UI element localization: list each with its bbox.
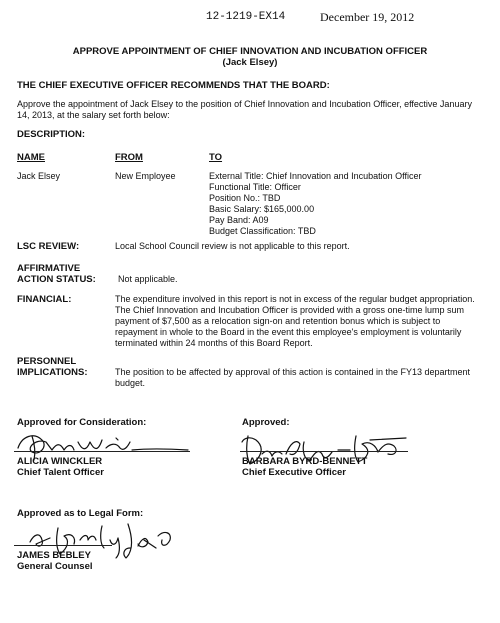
document-date: December 19, 2012: [320, 10, 415, 24]
financial-line: terminated within 24 months of this Board Report.: [115, 338, 313, 348]
legal-title: General Counsel: [17, 561, 93, 572]
personnel-line: budget.: [115, 378, 146, 388]
consideration-title: Chief Talent Officer: [17, 467, 104, 478]
personnel-label-2: IMPLICATIONS:: [17, 367, 88, 378]
financial-line: The expenditure involved in this report is not in excess of the regular budget appropriation.: [115, 294, 475, 304]
approved-title: Chief Executive Officer: [242, 467, 347, 478]
column-header-from: FROM: [115, 152, 143, 163]
affirmative-text: Not applicable.: [118, 274, 178, 284]
consideration-label: Approved for Consideration:: [17, 417, 147, 428]
financial-line: The Chief Innovation and Incubation Officer is provided with a gross one-time lump sum: [115, 305, 465, 315]
personnel-label-1: PERSONNEL: [17, 356, 77, 367]
approved-name: BARBARA BYRD-BENNETT: [242, 456, 368, 467]
to-details: [209, 171, 421, 237]
to-line: External Title: Chief Innovation and Incubation Officer: [209, 171, 422, 181]
financial-line: payment of $7,500 as a relocation sign-on and retention bonus which is subject to: [115, 316, 441, 326]
to-line: Functional Title: Officer: [209, 182, 301, 192]
intro-line-2: 14, 2013, at the salary set forth below:: [17, 110, 170, 120]
approved-signature-line: [240, 451, 408, 452]
recommendation-heading: THE CHIEF EXECUTIVE OFFICER RECOMMENDS THAT THE BOARD:: [17, 80, 330, 91]
document-number: 12-1219-EX14: [206, 11, 286, 23]
column-header-name: NAME: [17, 152, 45, 163]
document-subtitle: (Jack Elsey): [222, 57, 278, 68]
approved-label: Approved:: [242, 417, 290, 428]
column-header-to: TO: [209, 152, 223, 163]
legal-form-label: Approved as to Legal Form:: [17, 508, 144, 519]
lsc-review-text: Local School Council review is not applicable to this report.: [115, 241, 350, 251]
employee-name: Jack Elsey: [17, 171, 61, 181]
description-label: DESCRIPTION:: [17, 129, 86, 140]
legal-name: JAMES BEBLEY: [17, 550, 91, 561]
to-line: Position No.: TBD: [209, 193, 281, 203]
personnel-text: [115, 367, 470, 389]
intro-line-1: Approve the appointment of Jack Elsey to the position of Chief Innovation and Incubation Officer, effective January: [17, 99, 472, 109]
to-line: Budget Classification: TBD: [209, 226, 316, 236]
financial-text: [115, 294, 475, 349]
consideration-signature-line: [14, 451, 190, 452]
affirmative-label-1: AFFIRMATIVE: [17, 263, 81, 274]
to-line: Basic Salary: $165,000.00: [209, 204, 315, 214]
employee-from: New Employee: [115, 171, 176, 181]
financial-line: repayment in whole to the Board in the event this employee's employment is voluntarily: [115, 327, 462, 337]
financial-label: FINANCIAL:: [17, 294, 72, 305]
document-title: APPROVE APPOINTMENT OF CHIEF INNOVATION AND INCUBATION OFFICER: [72, 46, 428, 57]
personnel-line: The position to be affected by approval of this action is contained in the FY13 department: [115, 367, 471, 377]
consideration-name: ALICIA WINCKLER: [17, 456, 103, 467]
affirmative-label-2: ACTION STATUS:: [17, 274, 96, 285]
lsc-review-label: LSC REVIEW:: [17, 241, 80, 252]
to-line: Pay Band: A09: [209, 215, 269, 225]
legal-signature-line: [14, 545, 112, 546]
